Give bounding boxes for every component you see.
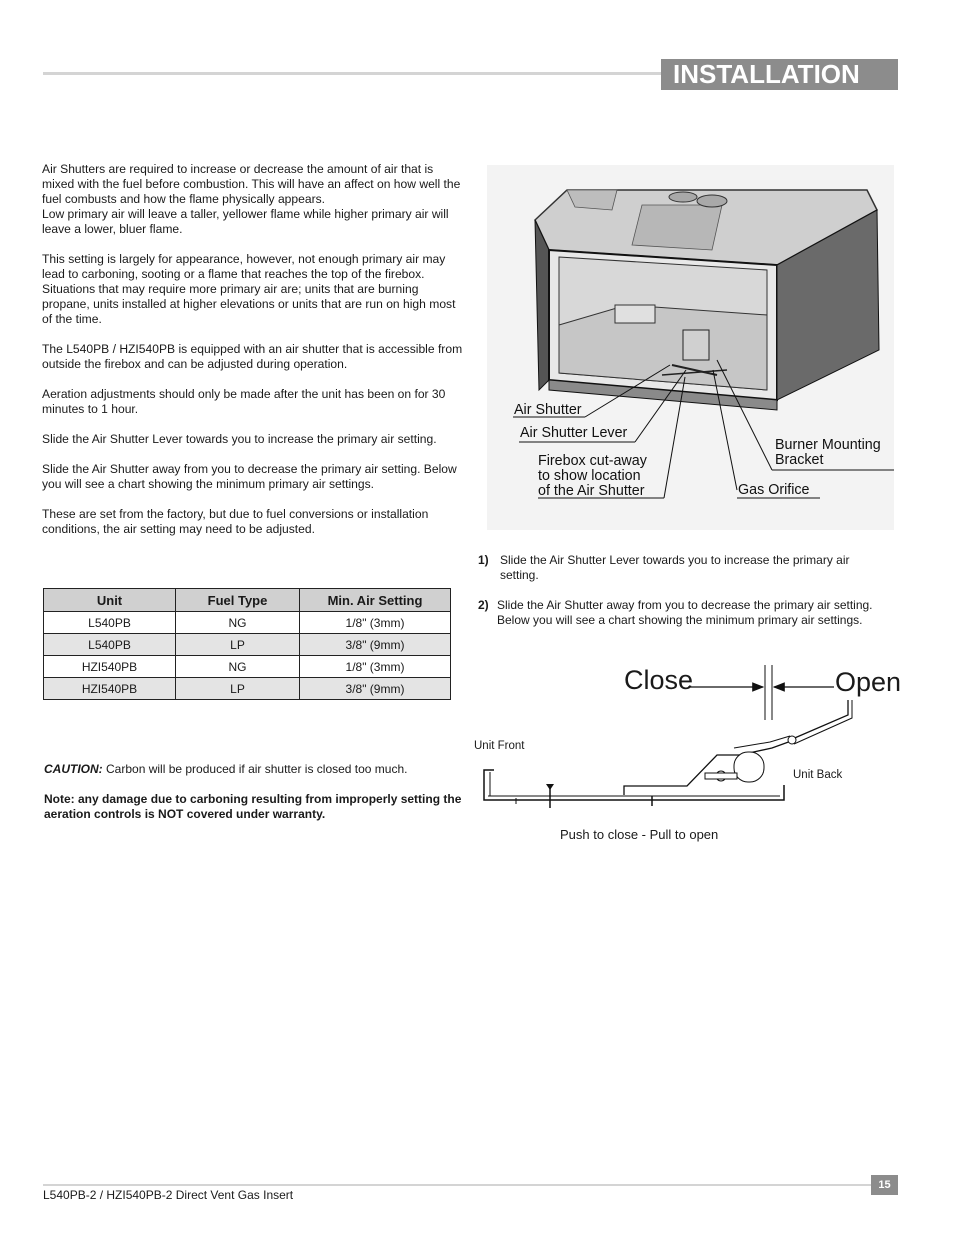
table-cell: 3/8" (9mm) <box>300 634 451 656</box>
step-item <box>478 553 890 583</box>
label-line: Bracket <box>775 452 824 468</box>
caution-text <box>44 762 464 777</box>
burner-bracket-label <box>775 438 881 468</box>
open-label: Open <box>835 667 902 697</box>
warranty-note: Note: any damage due to carboning resulting from improperly setting the aeration controls is NOT covered under warranty. <box>44 792 462 821</box>
header-rule <box>43 72 663 75</box>
table-row <box>44 656 451 678</box>
table-cell: 1/8" (3mm) <box>300 656 451 678</box>
table-cell: 1/8" (3mm) <box>300 612 451 634</box>
air-shutter-label: Air Shutter <box>514 402 582 418</box>
paragraph: These are set from the factory, but due to fuel conversions or installation conditions, the air setting may need to be adjusted. <box>42 507 429 536</box>
paragraph: Slide the Air Shutter Lever towards you to increase the primary air setting. <box>42 432 437 446</box>
section-title: INSTALLATION <box>661 59 898 90</box>
paragraph: Low primary air will leave a taller, yellower flame while higher primary air will leave a lower, bluer flame. <box>42 207 449 236</box>
table-header: Unit <box>44 589 176 612</box>
close-label: Close <box>624 665 694 695</box>
step-text: Slide the Air Shutter Lever towards you to increase the primary air setting. <box>500 553 850 582</box>
step-number: 1) <box>478 553 489 567</box>
table-header: Fuel Type <box>176 589 300 612</box>
table-cell: L540PB <box>44 634 176 656</box>
label-line: to show location <box>538 468 641 484</box>
step-number: 2) <box>478 598 489 612</box>
table-cell: LP <box>176 678 300 700</box>
label-line: Firebox cut-away <box>538 453 647 469</box>
label-line: Burner Mounting <box>775 437 881 453</box>
paragraph: Aeration adjustments should only be made after the unit has been on for 30 minutes to 1 hour. <box>42 387 446 416</box>
unit-front-label: Unit Front <box>474 740 525 752</box>
table-header-row <box>44 589 451 612</box>
gas-orifice-label: Gas Orifice <box>738 482 810 498</box>
table-cell: HZI540PB <box>44 678 176 700</box>
table-cell: NG <box>176 656 300 678</box>
table-header: Min. Air Setting <box>300 589 451 612</box>
paragraph: The L540PB / HZI540PB is equipped with an air shutter that is accessible from outside the firebox and can be adjusted during operation. <box>42 342 463 371</box>
paragraph: Air Shutters are required to increase or decrease the amount of air that is mixed with the fuel before combustion. This will have an affect on how well the fuel combusts and how the flame physically appears. <box>42 162 461 206</box>
diagram-caption: Push to close - Pull to open <box>560 827 719 842</box>
page-number: 15 <box>871 1175 898 1195</box>
firebox-cutaway-label <box>538 454 647 499</box>
step-text: Slide the Air Shutter away from you to decrease the primary air setting. Below you will see a chart showing the minimum primary air settings. <box>497 598 873 627</box>
caution-body: Carbon will be produced if air shutter is closed too much. <box>102 762 408 776</box>
unit-back-label: Unit Back <box>793 769 843 781</box>
label-line: of the Air Shutter <box>538 483 645 499</box>
air-shutter-lever-label: Air Shutter Lever <box>520 425 628 441</box>
table-row <box>44 634 451 656</box>
body-text <box>42 162 467 552</box>
paragraph: Slide the Air Shutter away from you to decrease the primary air setting. Below you will see a chart showing the minimum primary air settings. <box>42 462 457 491</box>
instruction-steps <box>478 553 890 643</box>
footer-rule <box>43 1184 898 1186</box>
table-cell: L540PB <box>44 612 176 634</box>
table-cell: HZI540PB <box>44 656 176 678</box>
caution-label: CAUTION: <box>44 762 103 776</box>
table-row <box>44 678 451 700</box>
paragraph: This setting is largely for appearance, however, not enough primary air may lead to carboning, sooting or a flame that reaches the top of the firebox. Situations that may require more primary air are; units that are burning propane, units installed at higher elevations or units that are run on high most of the time. <box>42 252 456 326</box>
step-item <box>478 598 890 628</box>
table-cell: 3/8" (9mm) <box>300 678 451 700</box>
table-row <box>44 612 451 634</box>
air-setting-table <box>43 588 451 700</box>
footer-text: L540PB-2 / HZI540PB-2 Direct Vent Gas Insert <box>43 1188 294 1202</box>
table-cell: NG <box>176 612 300 634</box>
table-cell: LP <box>176 634 300 656</box>
